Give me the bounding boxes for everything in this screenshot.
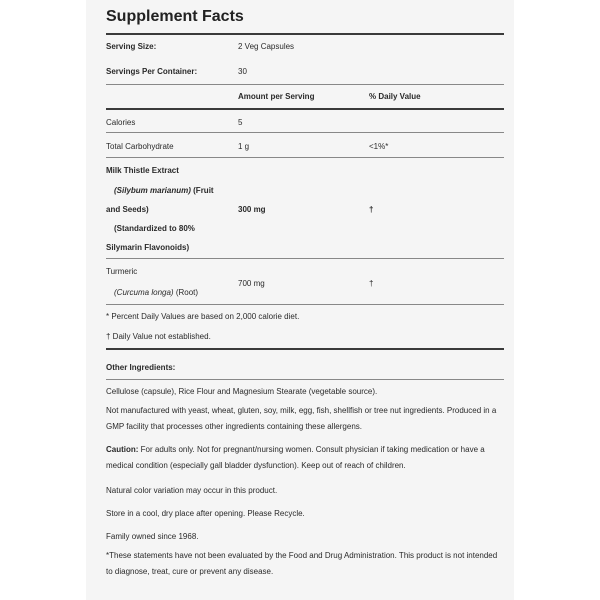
title-divider xyxy=(106,33,504,35)
milk-thistle-part-cont: and Seeds) xyxy=(106,205,149,214)
milk-thistle-daily-value: † xyxy=(369,205,374,214)
turmeric-amount: 700 mg xyxy=(238,279,265,288)
daily-value-column-header: % Daily Value xyxy=(369,92,421,101)
header-divider xyxy=(106,108,504,110)
milk-thistle-latin-line xyxy=(114,186,214,196)
turmeric-part: (Root) xyxy=(175,288,199,297)
allergen-statement: Not manufactured with yeast, wheat, gluten, soy, milk, egg, fish, shellfish or tree nut ingredients. Produced in a GMP facility that processes other ingredients containing these allergens. xyxy=(106,406,497,431)
turmeric-divider xyxy=(106,304,504,305)
facts-bottom-divider xyxy=(106,348,504,350)
calories-amount: 5 xyxy=(238,118,243,127)
serving-size-label: Serving Size: xyxy=(106,42,157,51)
servings-per-container-label: Servings Per Container: xyxy=(106,67,198,76)
caution-label: Caution: xyxy=(106,445,139,454)
supplement-facts-panel xyxy=(86,0,514,600)
calories-label: Calories xyxy=(106,118,136,127)
family-owned-note: Family owned since 1968. xyxy=(106,532,199,541)
carbohydrate-daily-value: <1%* xyxy=(369,142,389,151)
milk-thistle-part: (Fruit xyxy=(193,186,214,195)
carbohydrate-label: Total Carbohydrate xyxy=(106,142,174,151)
milk-thistle-divider xyxy=(106,258,504,259)
fda-disclaimer: *These statements have not been evaluated by the Food and Drug Administration. This product is not intended to diagnose, treat, cure or prevent any disease. xyxy=(106,551,498,576)
amount-column-header: Amount per Serving xyxy=(238,92,315,101)
milk-thistle-flavonoids: Silymarin Flavonoids) xyxy=(106,243,190,252)
other-ingredients-heading: Other Ingredients: xyxy=(106,363,176,372)
caution-text: For adults only. Not for pregnant/nursing women. Consult physician if taking medication or have a medical condition (especially gall bladder dysfunction). Keep out of reach of children. xyxy=(106,445,485,470)
daily-value-not-established-footnote: † Daily Value not established. xyxy=(106,332,211,341)
turmeric-name: Turmeric xyxy=(106,267,138,276)
calories-divider xyxy=(106,132,504,133)
caution-statement xyxy=(106,442,504,474)
color-variation-note: Natural color variation may occur in this product. xyxy=(106,486,278,495)
storage-note: Store in a cool, dry place after opening. Please Recycle. xyxy=(106,509,305,518)
carbohydrate-divider xyxy=(106,157,504,158)
milk-thistle-amount: 300 mg xyxy=(238,205,266,214)
other-ingredients-list: Cellulose (capsule), Rice Flour and Magnesium Stearate (vegetable source). xyxy=(106,387,378,396)
turmeric-latin: (Curcuma longa) xyxy=(114,288,174,297)
serving-divider xyxy=(106,84,504,85)
percent-daily-value-footnote: * Percent Daily Values are based on 2,000 calorie diet. xyxy=(106,312,300,321)
carbohydrate-amount: 1 g xyxy=(238,142,250,151)
other-ingredients-divider xyxy=(106,379,504,380)
milk-thistle-name: Milk Thistle Extract xyxy=(106,166,179,175)
milk-thistle-standardization: (Standardized to 80% xyxy=(114,224,195,233)
servings-per-container-value: 30 xyxy=(238,67,247,76)
turmeric-daily-value: † xyxy=(369,279,374,288)
panel-title: Supplement Facts xyxy=(106,8,244,25)
milk-thistle-latin: (Silybum marianum) xyxy=(114,186,191,195)
serving-size-value: 2 Veg Capsules xyxy=(238,42,295,51)
turmeric-latin-line xyxy=(114,288,198,298)
